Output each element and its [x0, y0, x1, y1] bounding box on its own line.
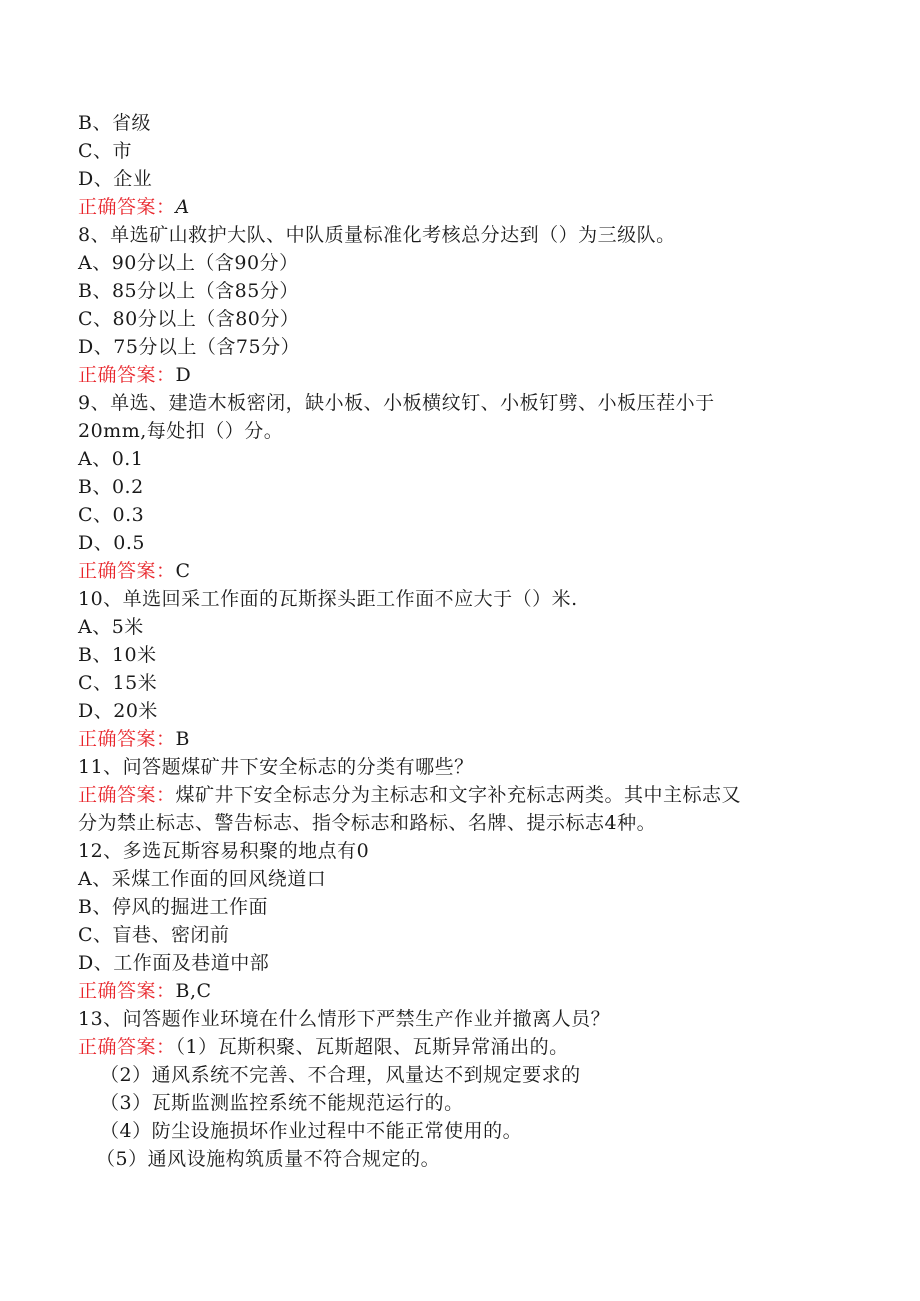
- option-c: C、80分以上（含80分）: [78, 308, 300, 330]
- answer-line: [78, 781, 848, 809]
- answer-label: 正确答案：: [78, 560, 176, 582]
- exam-page: [78, 109, 848, 1173]
- option-b: B、省级: [78, 112, 151, 134]
- answer-label: 正确答案：: [78, 728, 176, 750]
- question-text: 8、单选矿山救护大队、中队质量标准化考核总分达到（）为三级队。: [78, 224, 676, 246]
- answer-label: 正确答案：: [78, 196, 176, 218]
- option-d: D、0.5: [78, 532, 145, 554]
- answer-point: （2）通风系统不完善、不合理，风量达不到规定要求的: [100, 1064, 581, 1086]
- option-b: B、0.2: [78, 476, 144, 498]
- answer-value: B: [175, 728, 190, 750]
- question-text-continued: 20mm,每处扣（）分。: [78, 420, 284, 442]
- question-text: 13、问答题作业环境在什么情形下严禁生产作业并撤离人员？: [78, 1008, 611, 1030]
- question-text: 9、单选、建造木板密闭，缺小板、小板横纹钉、小板钉劈、小板压茬小于: [78, 392, 715, 414]
- option-c: C、盲巷、密闭前: [78, 924, 230, 946]
- answer-line: [78, 1033, 848, 1061]
- option-a: A、采煤工作面的回风绕道口: [78, 868, 327, 890]
- option-c: C、0.3: [78, 504, 145, 526]
- answer-point: （3）瓦斯监测监控系统不能规范运行的。: [100, 1092, 464, 1114]
- answer-value: B,C: [175, 980, 212, 1002]
- answer-line: [78, 557, 848, 585]
- option-d: D、企业: [78, 168, 153, 190]
- answer-point: （5）通风设施构筑质量不符合规定的。: [96, 1148, 441, 1170]
- option-c: C、市: [78, 140, 133, 162]
- answer-label: 正确答案：: [78, 784, 176, 806]
- option-d: D、20米: [78, 700, 158, 722]
- answer-line: [78, 725, 848, 753]
- answer-text-continued: 分为禁止标志、警告标志、指令标志和路标、名牌、提示标志4种。: [78, 812, 657, 834]
- option-a: A、90分以上（含90分）: [78, 252, 299, 274]
- answer-value: C: [175, 560, 191, 582]
- answer-value: D: [175, 364, 192, 386]
- answer-value: A: [175, 196, 190, 218]
- answer-line: [78, 977, 848, 1005]
- option-b: B、85分以上（含85分）: [78, 280, 299, 302]
- option-a: A、5米: [78, 616, 144, 638]
- option-c: C、15米: [78, 672, 158, 694]
- option-b: B、10米: [78, 644, 157, 666]
- question-text: 12、多选瓦斯容易积聚的地点有0: [78, 840, 370, 862]
- answer-point: （4）防尘设施损坏作业过程中不能正常使用的。: [100, 1120, 523, 1142]
- answer-label: 正确答案：: [78, 364, 176, 386]
- option-d: D、75分以上（含75分）: [78, 336, 301, 358]
- option-d: D、工作面及巷道中部: [78, 952, 270, 974]
- answer-label: 正确答案：: [78, 980, 176, 1002]
- question-text: 10、单选回采工作面的瓦斯探头距工作面不应大于（）米.: [78, 588, 578, 610]
- answer-line: [78, 193, 848, 221]
- answer-label: 正确答案：: [78, 1036, 176, 1058]
- option-a: A、0.1: [78, 448, 144, 470]
- question-text: 11、问答题煤矿井下安全标志的分类有哪些？: [78, 756, 474, 778]
- option-b: B、停风的掘进工作面: [78, 896, 268, 918]
- answer-text: （1）瓦斯积聚、瓦斯超限、瓦斯异常涌出的。: [175, 1036, 569, 1058]
- answer-text: 煤矿井下安全标志分为主标志和文字补充标志两类。其中主标志又: [175, 784, 742, 806]
- answer-line: [78, 361, 848, 389]
